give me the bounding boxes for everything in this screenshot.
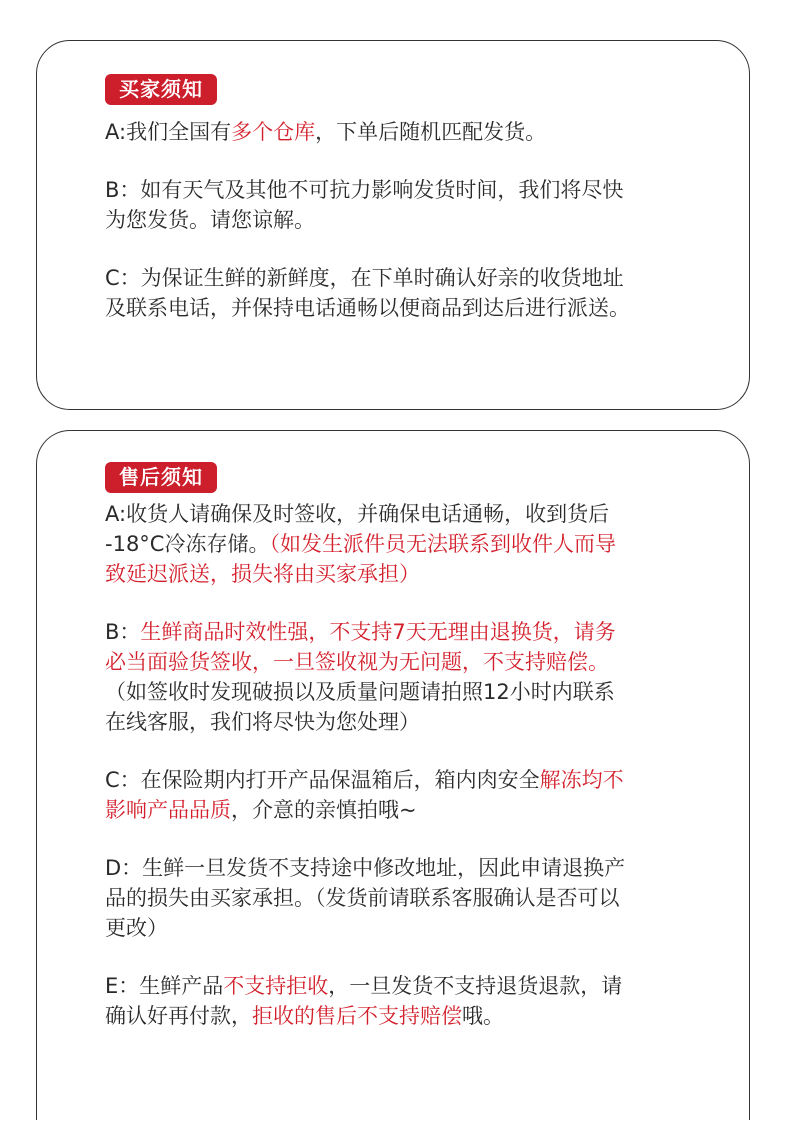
highlighted-text: 解冻均不 [539,768,624,792]
notice-text: ，介意的亲慎拍哦~ [231,798,417,822]
buyer-notice-body [105,117,713,351]
notice-text: B： [105,620,141,644]
notice-text: 为您发货。请您谅解。 [105,208,315,232]
notice-line [105,647,713,677]
notice-text: A:我们全国有 [105,120,232,144]
notice-line [105,529,713,559]
notice-text: C：为保证生鲜的新鲜度，在下单时确认好亲的收货地址 [105,266,624,290]
notice-line [105,677,713,707]
notice-text: ，下单后随机匹配发货。 [315,120,547,144]
notice-paragraph [105,971,713,1031]
notice-line [105,175,713,205]
notice-line [105,499,713,529]
notice-paragraph [105,263,713,323]
notice-text: ，一旦发货不支持退货退款，请 [328,974,623,998]
highlighted-text: 必当面验货签收，一旦签收视为无问题，不支持赔偿。 [105,650,609,674]
notice-line [105,971,713,1001]
notice-paragraph [105,117,713,147]
notice-text: 确认好再付款， [105,1004,252,1028]
buyer-notice-title: 买家须知 [105,74,217,105]
notice-text: 更改） [105,916,168,940]
notice-paragraph [105,499,713,589]
notice-line [105,707,713,737]
notice-line [105,117,713,147]
notice-line [105,913,713,943]
notice-line [105,853,713,883]
highlighted-text: （如发生派件员无法联系到收件人而导 [269,532,616,556]
notice-text: -18°C冷冻存储。 [105,532,270,556]
notice-line [105,205,713,235]
notice-paragraph [105,175,713,235]
notice-text: 在线客服，我们将尽快为您处理） [105,710,420,734]
notice-paragraph [105,765,713,825]
after-sales-notice-card [36,430,750,1120]
notice-text: A:收货人请确保及时签收，并确保电话通畅，收到货后 [105,502,610,526]
notice-text: 品的损失由买家承担。（发货前请联系客服确认是否可以 [105,886,620,910]
notice-text: D：生鲜一旦发货不支持途中修改地址，因此申请退换产 [105,856,626,880]
notice-line [105,1001,713,1031]
notice-line [105,263,713,293]
notice-line [105,883,713,913]
notice-line [105,765,713,795]
highlighted-text: 拒收的售后不支持赔偿 [252,1004,462,1028]
highlighted-text: 影响产品品质 [105,798,231,822]
notice-line [105,795,713,825]
notice-text: 及联系电话，并保持电话通畅以便商品到达后进行派送。 [105,296,630,320]
after-sales-notice-body [105,499,713,1059]
notice-text: 哦。 [462,1004,504,1028]
highlighted-text: 生鲜商品时效性强，不支持7天无理由退换货，请务 [140,620,616,644]
highlighted-text: 多个仓库 [231,120,316,144]
notice-text: E：生鲜产品 [105,974,224,998]
notice-line [105,617,713,647]
notice-text: （如签收时发现破损以及质量问题请拍照12小时内联系 [105,680,615,704]
highlighted-text: 不支持拒收 [223,974,329,998]
notice-text: C：在保险期内打开产品保温箱后，箱内肉安全 [105,768,540,792]
notice-paragraph [105,617,713,737]
highlighted-text: 致延迟派送，损失将由买家承担） [105,562,420,586]
notice-line [105,559,713,589]
after-sales-notice-title: 售后须知 [105,462,217,493]
notice-text: B：如有天气及其他不可抗力影响发货时间，我们将尽快 [105,178,624,202]
buyer-notice-card [36,40,750,410]
notice-paragraph [105,853,713,943]
notice-line [105,293,713,323]
